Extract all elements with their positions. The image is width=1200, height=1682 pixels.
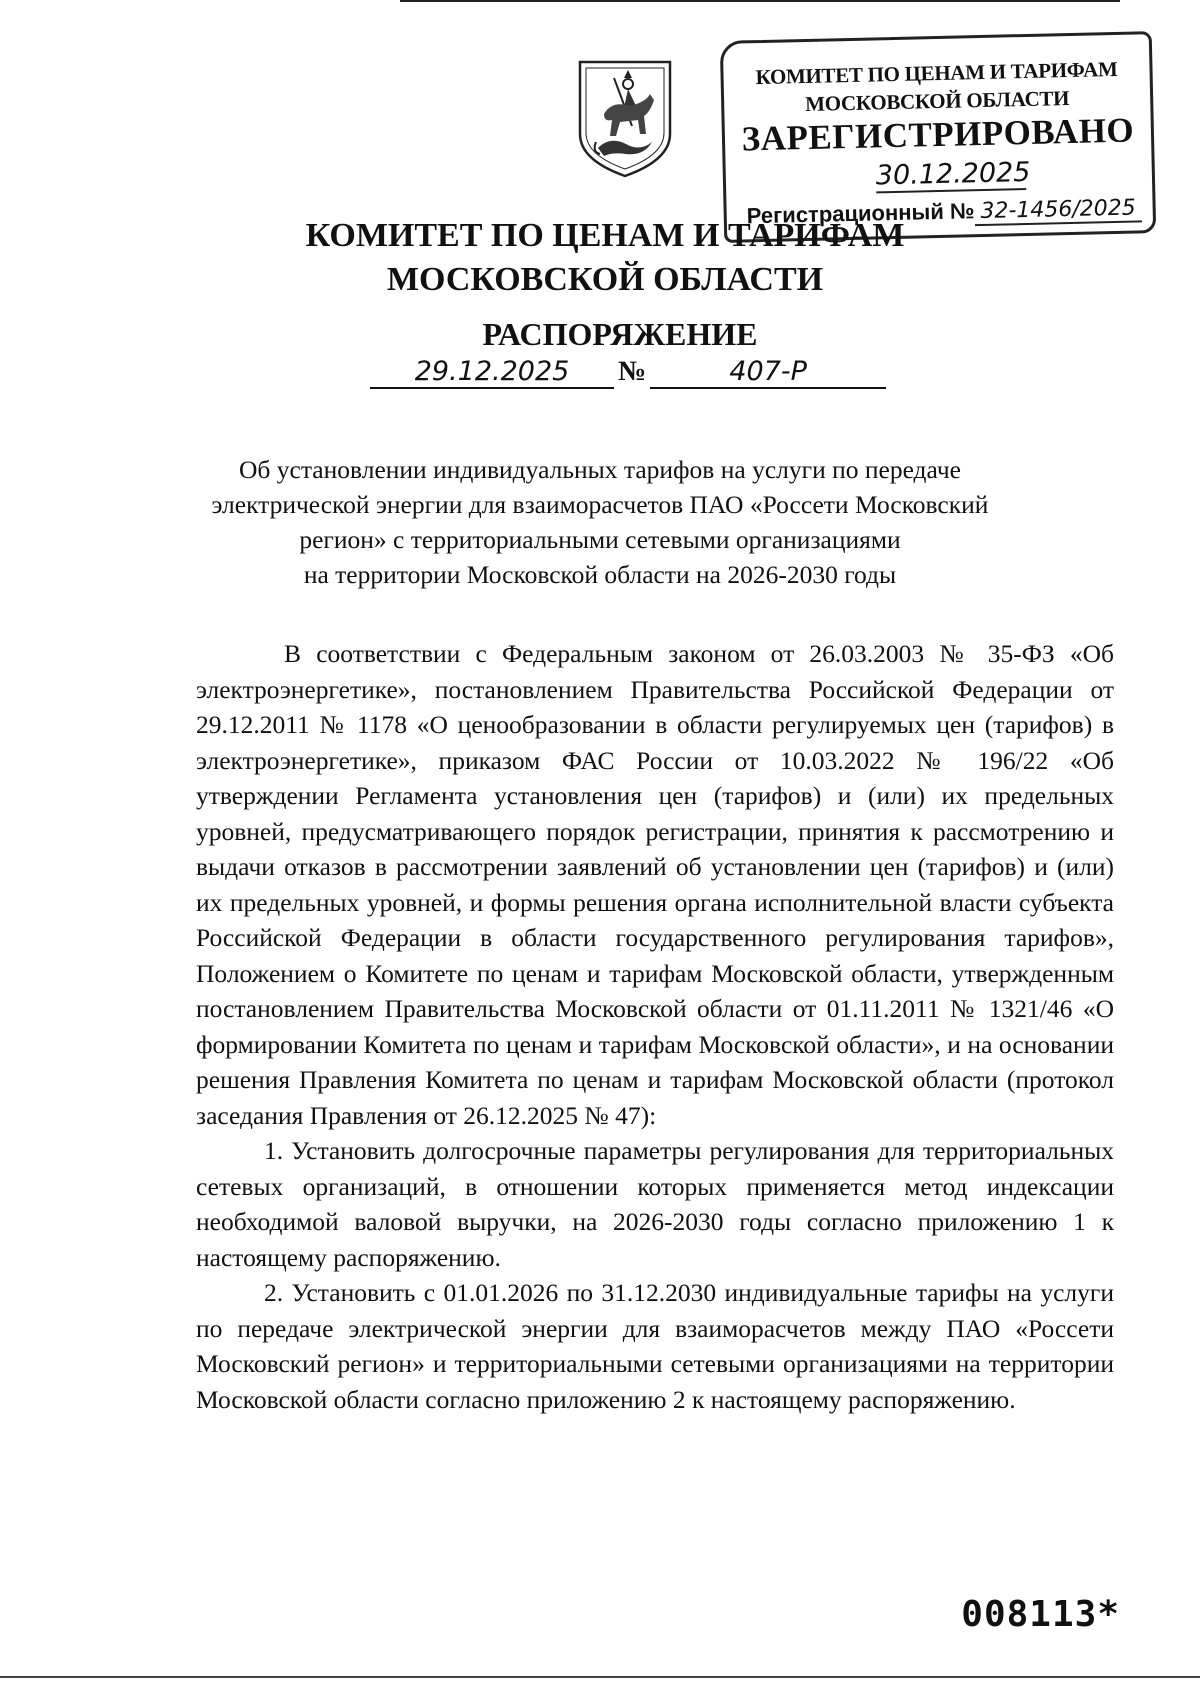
number-label: №	[618, 356, 647, 387]
subject-line1: Об установлении индивидуальных тарифов на услуги по передаче	[239, 455, 961, 484]
item-2-paragraph: 2. Установить с 01.01.2026 по 31.12.2030 индивидуальные тарифы на услуги по передаче электрической энергии для взаиморасчетов между ПАО «Россети Московский регион» и территориальными сетевыми организациями на территории Московской области согласно приложению 2 к настоящему распоряжению.	[196, 1278, 1114, 1414]
scan-edge-top	[400, 0, 1120, 2]
stamp-organization	[723, 54, 1150, 120]
coat-of-arms-icon	[574, 56, 676, 180]
item-1-paragraph: 1. Установить долгосрочные параметры регулирования для территориальных сетевых организаций, в отношении которых применяется метод индексации необходимой валовой выручки, на 2026-2030 годы согласно приложению 1 к настоящему распоряжению.	[196, 1136, 1114, 1272]
stamp-reg-number: 32-1456/2025	[974, 195, 1142, 226]
stamp-org-line1: КОМИТЕТ ПО ЦЕНАМ И ТАРИФАМ	[755, 56, 1118, 90]
subject-line3: регион» с территориальными сетевыми организациями	[299, 525, 901, 554]
stamp-status: ЗАРЕГИСТРИРОВАНО	[741, 110, 1135, 159]
org-title-line1: КОМИТЕТ ПО ЦЕНАМ И ТАРИФАМ	[305, 217, 905, 254]
subject-line2: электрической энергии для взаиморасчетов ПАО «Россети Московский	[211, 490, 989, 519]
document-subject	[200, 452, 1000, 592]
org-title-line2: МОСКОВСКОЙ ОБЛАСТИ	[386, 261, 824, 298]
scan-edge-bottom	[0, 1676, 1200, 1678]
document-body	[196, 636, 1114, 1417]
registration-stamp	[720, 31, 1156, 243]
stamp-reg-label: Регистрационный №	[746, 198, 975, 229]
document-date-number	[370, 356, 870, 392]
document-type: РАСПОРЯЖЕНИЕ	[482, 316, 758, 352]
serial-number: 008113*	[961, 1594, 1120, 1635]
preamble-paragraph: В соответствии с Федеральным законом от 26.03.2003 № 35-ФЗ «Об электроэнергетике», постановлением Правительства Российской Федерации от 29.12.2011 № 1178 «О ценообразовании в области регулируемых цен (тарифов) в электроэнергетике», приказом ФАС России от 10.03.2022 № 196/22 «Об утверждении Регламента установления цен (тарифов) и (или) их предельных уровней, предусматривающего порядок регистрации, принятия к рассмотрению и выдачи отказов в рассмотрении заявлений об установлении цен (тарифов) и (или) их предельных уровней, и формы решения органа исполнительной власти субъекта Российской Федерации в области государственного регулирования тарифов», Положением о Комитете по ценам и тарифам Московской области, утвержденным постановлением Правительства Московской области от 01.11.2011 № 1321/46 «О формировании Комитета по ценам и тарифам Московской области», и на основании решения Правления Комитета по ценам и тарифам Московской области (протокол заседания Правления от 26.12.2025 № 47):	[196, 639, 1114, 1130]
document-number: 407-Р	[650, 356, 886, 389]
page-title	[240, 214, 970, 302]
stamp-org-line2: МОСКОВСКОЙ ОБЛАСТИ	[804, 86, 1070, 117]
subject-line4: на территории Московской области на 2026-2030 годы	[303, 560, 897, 589]
stamp-date: 30.12.2025	[875, 156, 1031, 192]
document-date: 29.12.2025	[370, 356, 614, 389]
